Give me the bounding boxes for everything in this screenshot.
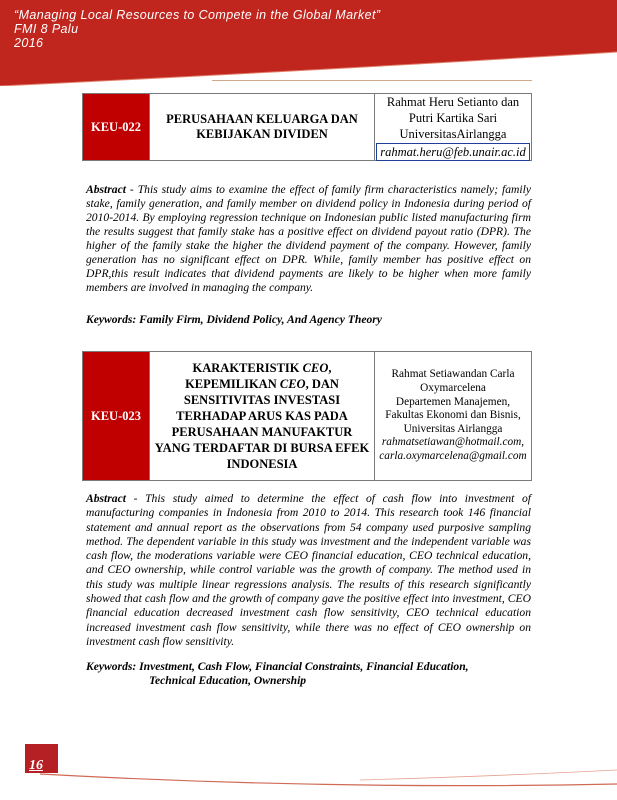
conference-year: 2016 (14, 36, 44, 50)
paper-title-line: KEBIJAKAN DIVIDEN (196, 127, 328, 141)
footer-swoosh (0, 740, 617, 800)
paper-title-line: TERHADAP ARUS KAS PADA (176, 409, 348, 423)
author-affiliation: Universitas Airlangga (403, 422, 503, 435)
author-affiliation: Fakultas Ekonomi dan Bisnis, (385, 409, 521, 422)
paper-authors (375, 94, 531, 160)
author-line: Putri Kartika Sari (408, 110, 498, 125)
paper-title (150, 352, 375, 480)
abstract-text: - This study aims to examine the effect of family firm characteristics namely; family stake, family generation, and family member on dividend policy in Indonesia during period of 2010-2014. By employing regression technique on Indonesian public listed manufacturing firm the results suggest that family stake has a positive effect on dividend payout ratio (DPR). The higher of the family stake the higher the dividend payment of the company. However, family generation has no significant effect on DPR. While, family member has positive effect on DPR,this result indicates that dividend payments are likely to be higher when more family members are involved in managing the company. (86, 183, 531, 294)
keywords-line: Technical Education, Ownership (149, 674, 307, 687)
paper-title-line: YANG TERDAFTAR DI BURSA EFEK (154, 441, 370, 455)
author-email: rahmatsetiawan@hotmail.com, (381, 436, 525, 449)
keywords-keu-022: Keywords: Family Firm, Dividend Policy, And Agency Theory (86, 313, 382, 326)
paper-title-line: PERUSAHAAN MANUFAKTUR (171, 425, 353, 439)
page-number: 16 (29, 758, 43, 773)
conference-theme: “Managing Local Resources to Compete in the Global Market” (14, 8, 381, 22)
conference-header (14, 8, 380, 50)
author-line: Oxymarcelena (420, 382, 486, 395)
paper-title-line: KEPEMILIKAN CEO, DAN (185, 377, 339, 391)
conference-name: FMI 8 Palu (14, 22, 79, 36)
author-email: carla.oxymarcelena@gmail.com (379, 449, 527, 462)
author-email-link[interactable]: rahmat.heru@feb.unair.ac.id (376, 143, 530, 161)
abstract-label: Abstract (86, 183, 126, 196)
author-line: Rahmat Heru Setianto dan (386, 94, 520, 109)
abstract-keu-023 (86, 492, 531, 649)
paper-title-line: PERUSAHAAN KELUARGA DAN (166, 112, 358, 126)
paper-title (150, 94, 375, 160)
entry-table-keu-022 (82, 93, 532, 161)
paper-title-line: INDONESIA (226, 457, 298, 471)
top-divider (212, 80, 532, 81)
entry-table-keu-023 (82, 351, 532, 481)
abstract-label: Abstract (86, 492, 126, 505)
author-affiliation: Departemen Manajemen, (395, 395, 511, 408)
paper-code: KEU-023 (83, 352, 150, 480)
paper-authors (375, 352, 531, 480)
abstract-keu-022 (86, 183, 531, 295)
keywords-keu-023 (86, 660, 531, 688)
paper-title-line: KARAKTERISTIK CEO, (192, 361, 332, 375)
author-line: Rahmat Setiawandan Carla (391, 368, 515, 381)
paper-title-line: SENSITIVITAS INVESTASI (183, 393, 341, 407)
abstract-text: - This study aimed to determine the effect of cash flow into investment of manufacturing companies in Indonesia from 2010 to 2014. This research took 146 financial statement and annual report as the observations from 54 company used purposive sampling method. The dependent variable in this study was investment and the independent variable was cash flow, the moderations variable were CEO financial education, CEO technical education, and CEO ownership, while control variable was the growth of company. The method used in this study was multiple linear regressions analysis. The results of this research significantly showed that cash flow and the growth of company gave the positive effect into investment, CEO financial education decreased investment cash flow sensitivity, CEO technical education increased investment cash flow sensitivity, while there was no effect of CEO ownership on investment cash flow sensitivity. (86, 492, 531, 648)
keywords-line: Keywords: Investment, Cash Flow, Financial Constraints, Financial Education, (86, 660, 469, 673)
paper-code: KEU-022 (83, 94, 150, 160)
author-affiliation: UniversitasAirlangga (399, 126, 507, 141)
